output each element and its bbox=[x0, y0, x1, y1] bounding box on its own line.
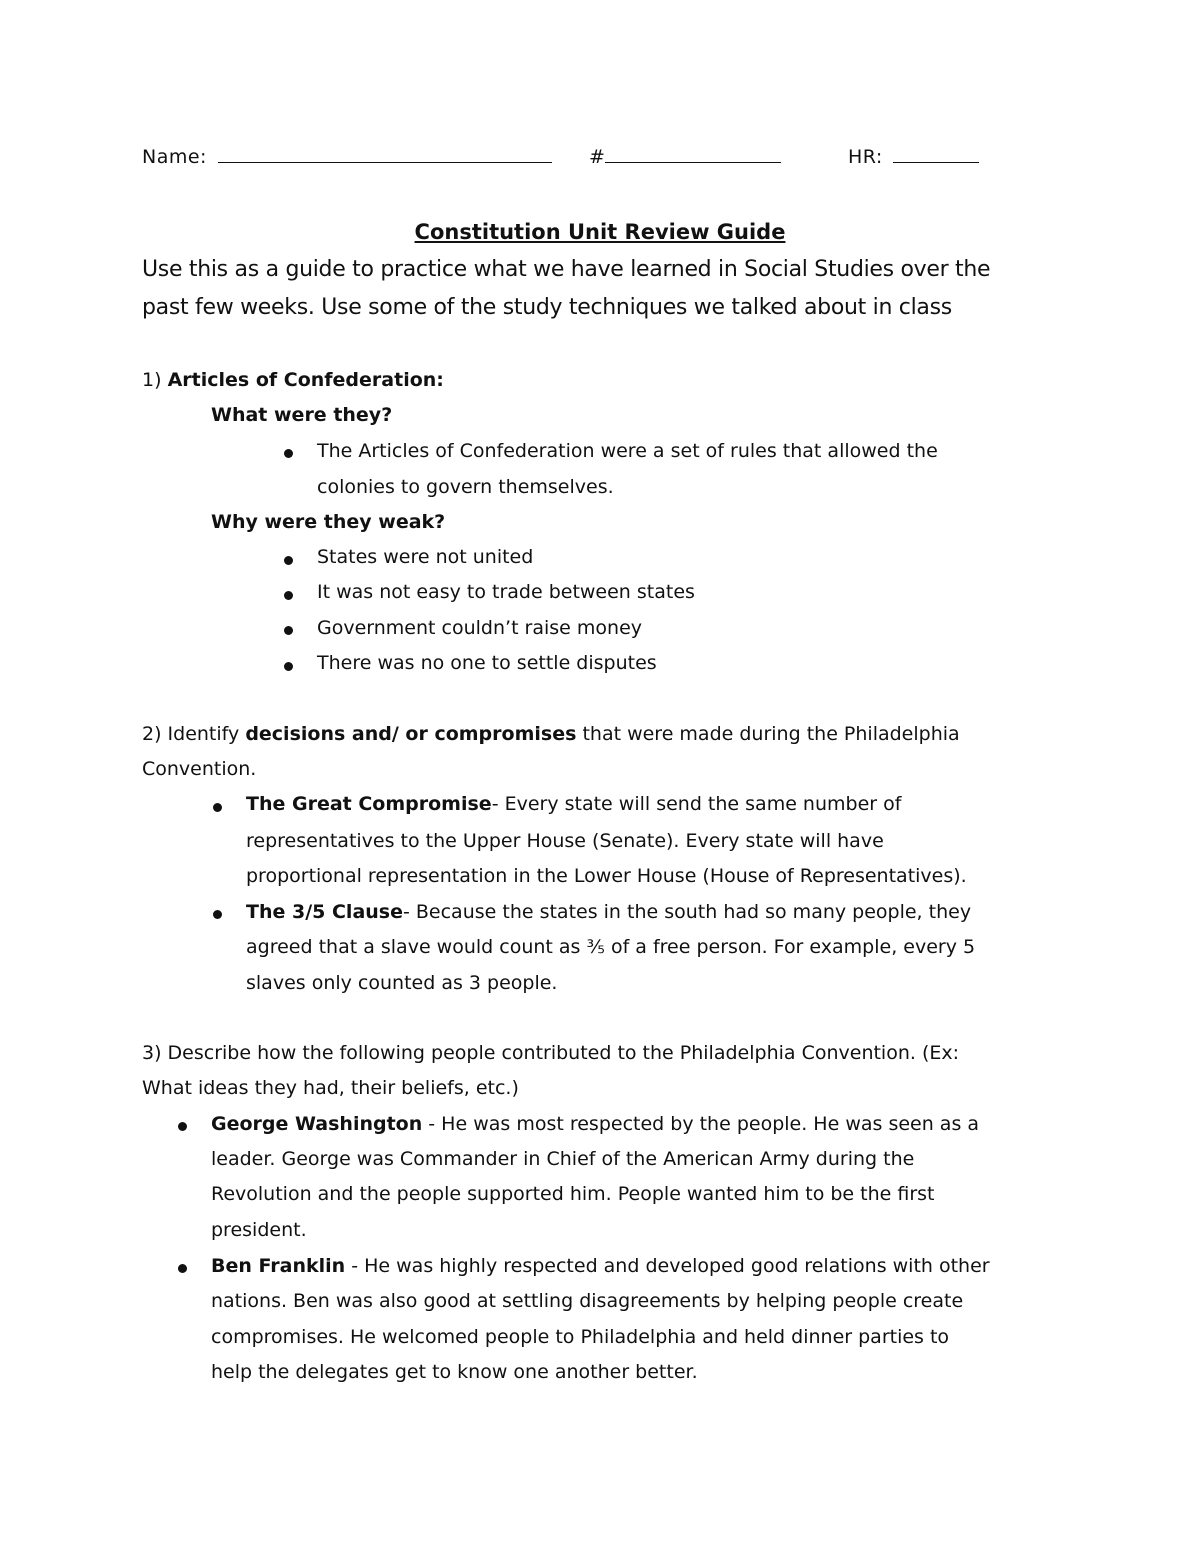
bullet-icon bbox=[284, 449, 293, 458]
number-blank[interactable] bbox=[605, 144, 781, 163]
section-2-suffix: that were made during the Philadelphia bbox=[576, 723, 960, 745]
franklin-line-4: help the delegates get to know one another better. bbox=[211, 1361, 698, 1383]
bullet-icon bbox=[284, 556, 293, 565]
franklin-line-3: compromises. He welcomed people to Philadelphia and held dinner parties to bbox=[211, 1326, 950, 1348]
washington-line-2: leader. George was Commander in Chief of the American Army during the bbox=[211, 1148, 915, 1170]
franklin-text: - He was highly respected and developed good relations with other bbox=[345, 1255, 990, 1277]
washington-line-3: Revolution and the people supported him. People wanted him to be the first bbox=[211, 1183, 935, 1205]
bullet-icon bbox=[284, 662, 293, 671]
name-blank[interactable] bbox=[218, 144, 552, 163]
great-compromise-line-1 bbox=[246, 793, 901, 815]
washington-text: - He was most respected by the people. He was seen as a bbox=[422, 1113, 980, 1135]
three-fifths-line-1 bbox=[246, 901, 971, 923]
section-2-bold: decisions and/ or compromises bbox=[245, 723, 577, 745]
question-why-weak: Why were they weak? bbox=[211, 511, 446, 533]
intro-line-2: past few weeks. Use some of the study techniques we talked about in class bbox=[142, 295, 952, 320]
answer-what-line-2: colonies to govern themselves. bbox=[317, 476, 614, 498]
bullet-icon bbox=[213, 803, 222, 812]
franklin-line-1 bbox=[211, 1255, 990, 1277]
section-2-prefix: 2) Identify bbox=[142, 723, 246, 745]
section-3-prompt-line-1: 3) Describe how the following people contributed to the Philadelphia Convention. (Ex: bbox=[142, 1042, 960, 1064]
franklin-name: Ben Franklin bbox=[211, 1255, 346, 1277]
intro-line-1: Use this as a guide to practice what we have learned in Social Studies over the bbox=[142, 257, 991, 282]
section-3-prompt-line-2: What ideas they had, their beliefs, etc.) bbox=[142, 1077, 519, 1099]
three-fifths-line-2: agreed that a slave would count as ⅗ of a free person. For example, every 5 bbox=[246, 936, 976, 958]
question-what-were-they: What were they? bbox=[211, 404, 393, 426]
weakness-item: Government couldn’t raise money bbox=[317, 617, 643, 639]
bullet-icon bbox=[213, 910, 222, 919]
number-label: # bbox=[589, 146, 606, 168]
hr-label: HR: bbox=[848, 146, 883, 168]
great-compromise-line-2: representatives to the Upper House (Senate). Every state will have bbox=[246, 830, 884, 852]
section-1-number: 1) bbox=[142, 369, 162, 391]
three-fifths-term: The 3/5 Clause bbox=[246, 901, 403, 923]
weakness-item: There was no one to settle disputes bbox=[317, 652, 657, 674]
page-title: Constitution Unit Review Guide bbox=[414, 220, 786, 244]
washington-line-1 bbox=[211, 1113, 979, 1135]
three-fifths-line-3: slaves only counted as 3 people. bbox=[246, 972, 558, 994]
name-field bbox=[142, 144, 552, 168]
great-compromise-line-3: proportional representation in the Lower House (House of Representatives). bbox=[246, 865, 967, 887]
hr-blank[interactable] bbox=[893, 144, 979, 163]
answer-what-line-1: The Articles of Confederation were a set of rules that allowed the bbox=[317, 440, 938, 462]
three-fifths-text: - Because the states in the south had so many people, they bbox=[402, 901, 972, 923]
weakness-item: It was not easy to trade between states bbox=[317, 581, 695, 603]
section-1-heading bbox=[142, 369, 444, 391]
number-field bbox=[589, 144, 781, 168]
bullet-icon bbox=[284, 591, 293, 600]
bullet-icon bbox=[178, 1264, 187, 1273]
name-label: Name: bbox=[142, 146, 207, 168]
great-compromise-text: - Every state will send the same number of bbox=[491, 793, 902, 815]
hr-field bbox=[848, 144, 979, 168]
washington-line-4: president. bbox=[211, 1219, 307, 1241]
franklin-line-2: nations. Ben was also good at settling disagreements by helping people create bbox=[211, 1290, 964, 1312]
washington-name: George Washington bbox=[211, 1113, 423, 1135]
bullet-icon bbox=[284, 626, 293, 635]
section-2-prompt-line-2: Convention. bbox=[142, 758, 257, 780]
weakness-item: States were not united bbox=[317, 546, 534, 568]
bullet-icon bbox=[178, 1122, 187, 1131]
section-1-title: Articles of Confederation: bbox=[167, 369, 444, 391]
great-compromise-term: The Great Compromise bbox=[246, 793, 492, 815]
section-2-prompt bbox=[142, 723, 960, 745]
